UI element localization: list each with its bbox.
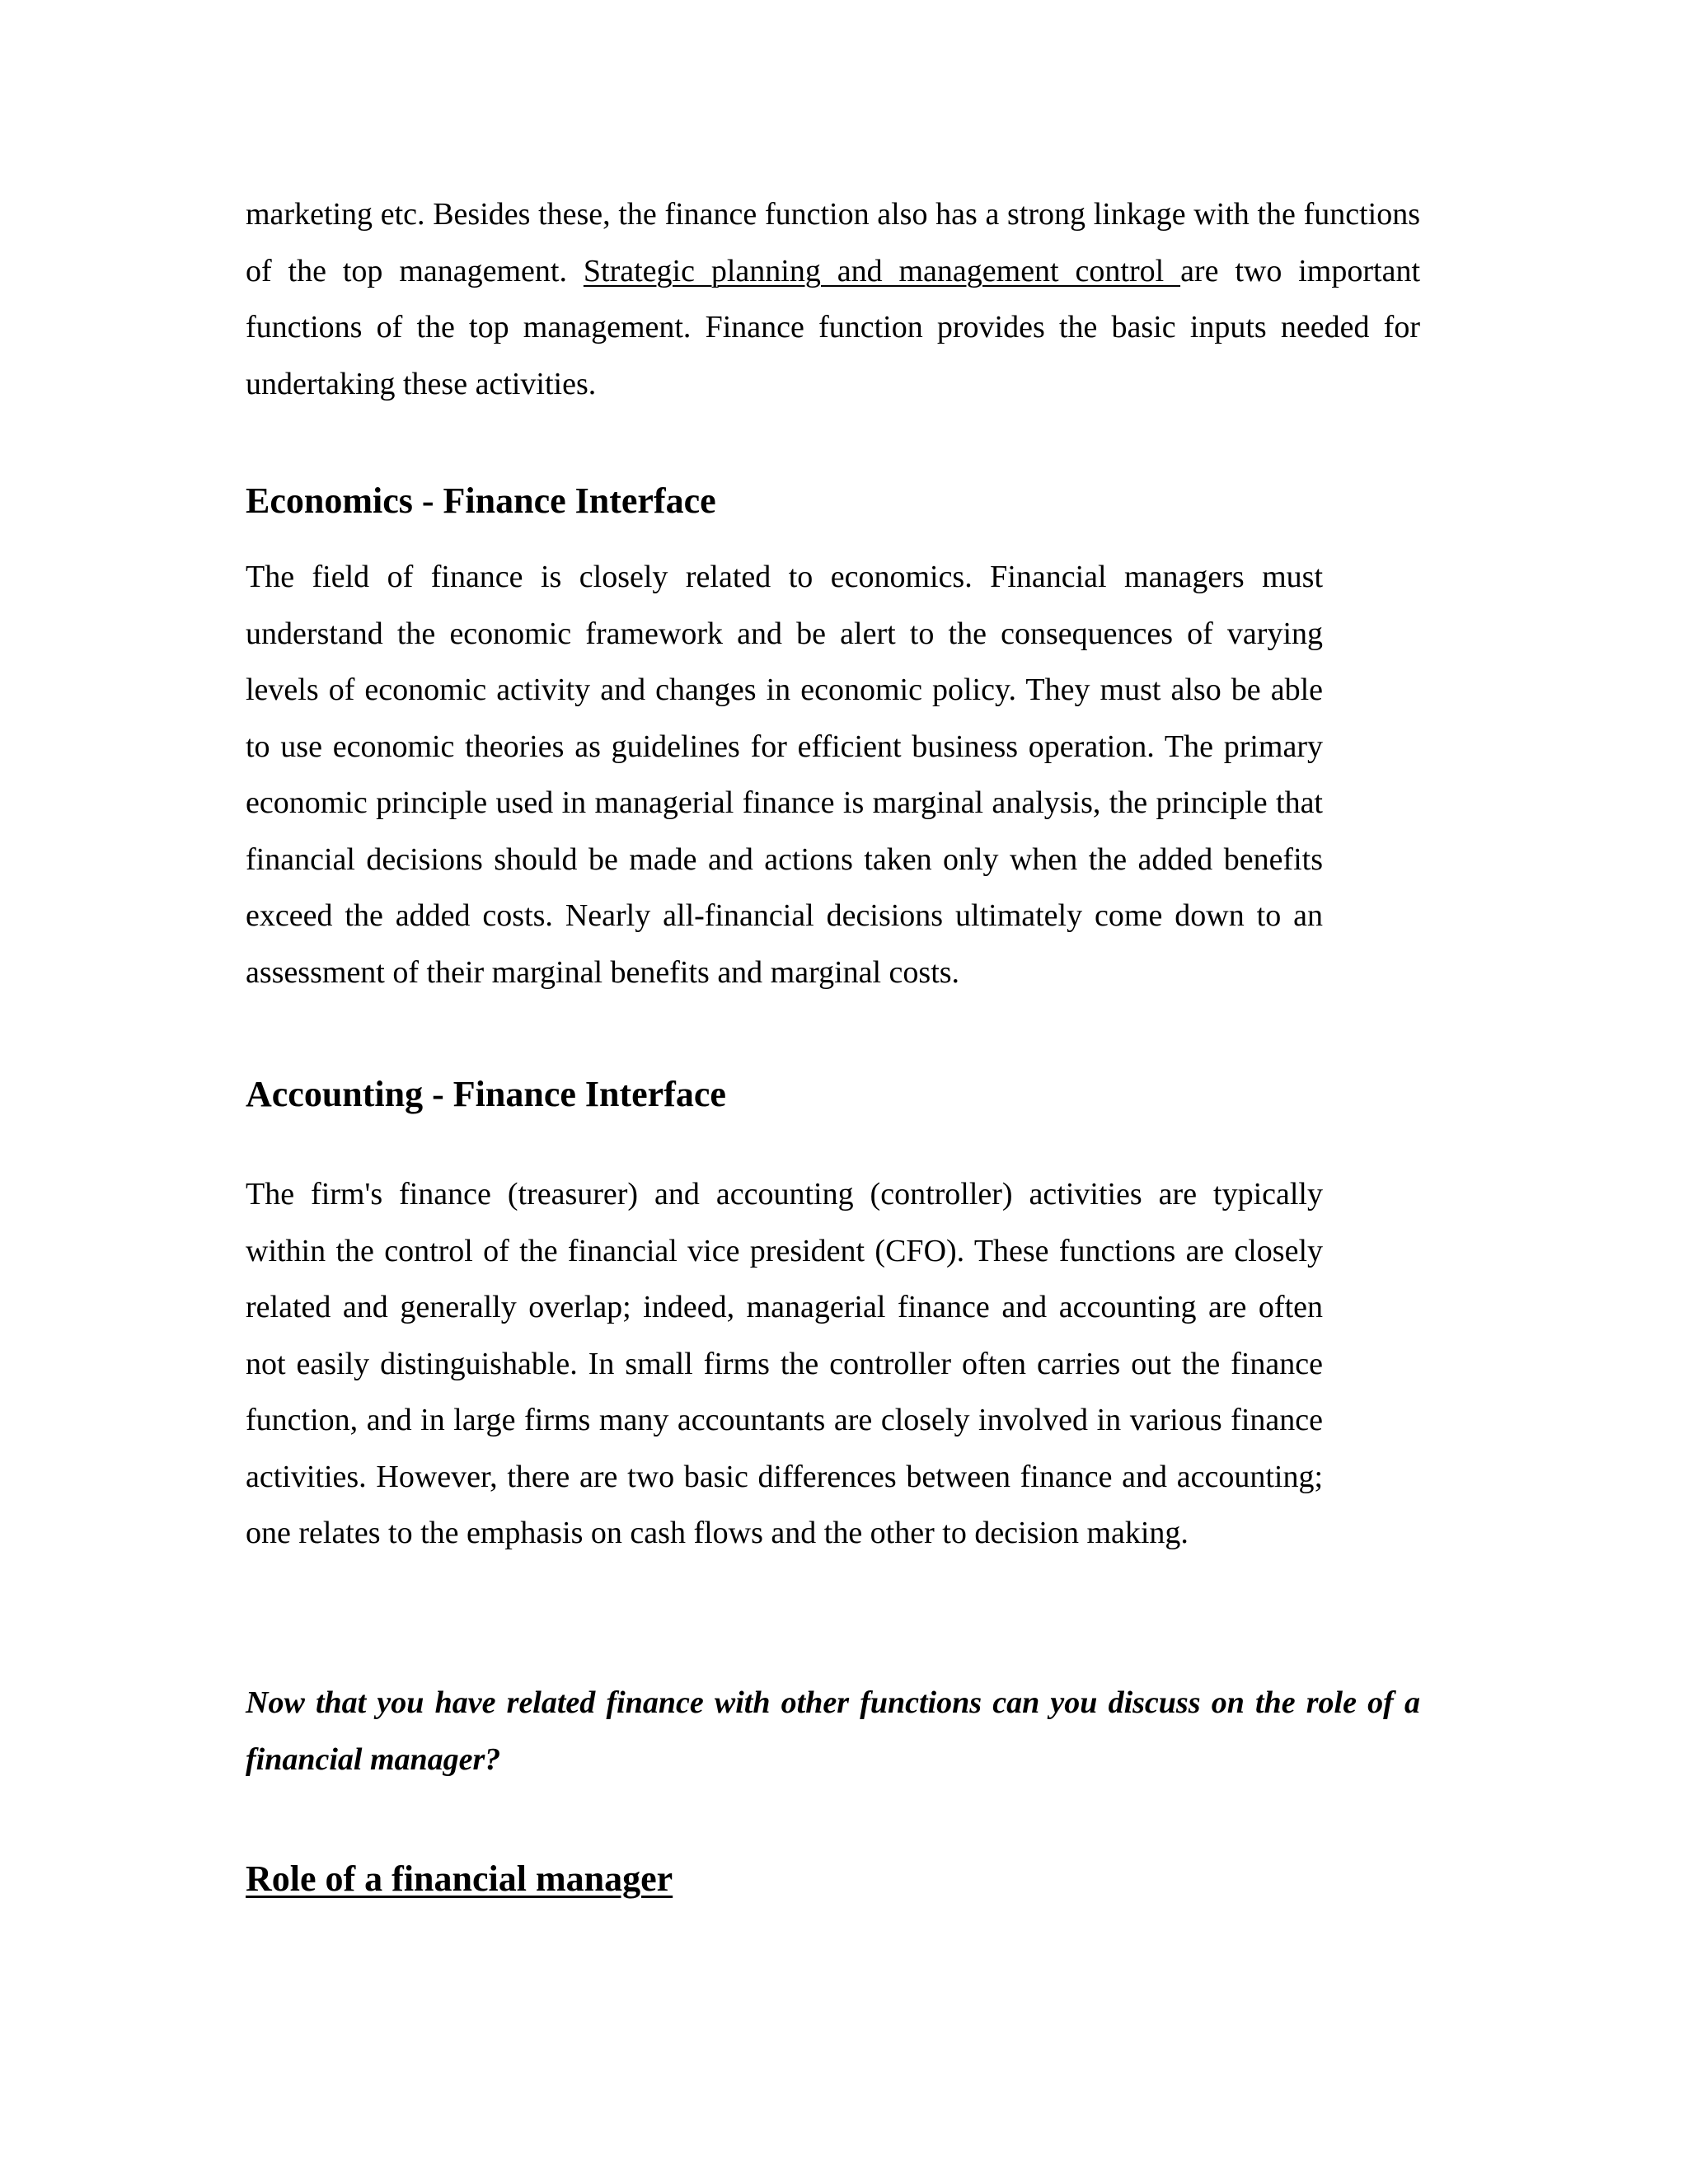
- accounting-heading: Accounting - Finance Interface: [246, 1074, 726, 1114]
- intro-text-before: marketing etc. Besides these, the finance function also has a strong linkage with the functions of the top management.: [246, 197, 1420, 288]
- strategic-planning-underlined: Strategic planning and management control: [583, 253, 1181, 288]
- economics-heading: Economics - Finance Interface: [246, 480, 716, 521]
- discussion-question: Now that you have related finance with other functions can you discuss on the role of a financial manager?: [246, 1685, 1420, 1777]
- accounting-paragraph: The firm's finance (treasurer) and accounting (controller) activities are typically within the control of the financial vice president (CFO). These functions are closely related and generally overlap; indeed, managerial finance and accounting are often not easily distinguishable. In small firms the controller often carries out the finance function, and in large firms many accountants are closely involved in various finance activities. However, there are two basic differences between finance and accounting; one relates to the emphasis on cash flows and the other to decision making.: [246, 1177, 1323, 1550]
- economics-paragraph: The field of finance is closely related to economics. Financial managers must understand the economic framework and be alert to the consequences of varying levels of economic activity and changes in economic policy. They must also be able to use economic theories as guidelines for efficient business operation. The primary economic principle used in managerial finance is marginal analysis, the principle that financial decisions should be made and actions taken only when the added benefits exceed the added costs. Nearly all-financial decisions ultimately come down to an assessment of their marginal benefits and marginal costs.: [246, 560, 1323, 990]
- intro-paragraph: [246, 186, 1420, 412]
- role-heading: Role of a financial manager: [246, 1858, 673, 1899]
- intro-text-after: are two important functions of the top management. Finance function provides the basic inputs needed for undertaking these activities.: [246, 253, 1420, 401]
